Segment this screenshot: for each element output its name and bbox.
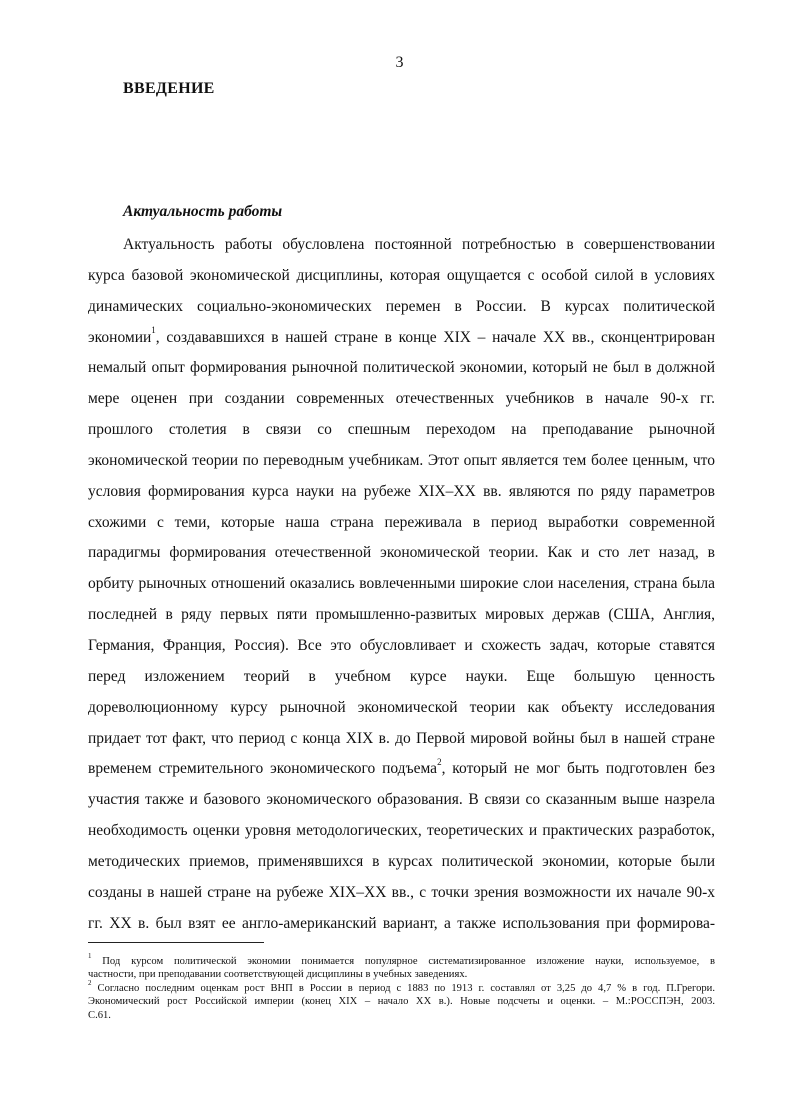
footnote-line: С.61. — [88, 1009, 111, 1021]
footnote — [88, 952, 715, 982]
footnote-line: частности, при преподавании соответствующей дисциплины в учебных заведениях. — [88, 969, 468, 981]
page-heading: ВВЕДЕНИЕ — [123, 80, 215, 97]
text-line: необходимость оценки уровня методологических, теоретических и практических разработок, — [88, 822, 715, 840]
footnote-divider — [88, 942, 264, 943]
footnote — [88, 979, 715, 1022]
text-line: Актуальность работы обусловлена постоянной потребностью в совершенствовании — [123, 236, 715, 253]
text-line: перед изложением теорий в учебном курсе науки. Еще большую ценность — [88, 667, 715, 685]
text-line-with-footnote — [88, 754, 715, 785]
text-line: прошлого столетия в связи со спешным переходом на преподавание рыночной — [88, 421, 715, 439]
text-line: экономической теории по переводным учебникам. Этот опыт является тем более ценным, что — [88, 451, 715, 469]
footnote-line — [88, 979, 715, 995]
text-line: созданы в нашей стране на рубеже XIX–XX вв., с точки зрения возможности их начале 90-х — [88, 883, 715, 901]
text-line: схожими с теми, которые наша страна переживала в период выработки современной — [88, 513, 715, 531]
footnote-line: Экономический рост Российской империи (конец XIX – начало XX в.). Новые подсчеты и оценки. – М.:РОССПЭН, 2003. — [88, 996, 715, 1008]
section-title: Актуальность работы — [123, 203, 283, 220]
text-line-with-footnote — [88, 323, 715, 354]
text-line: парадигмы формирования отечественной экономической теории. Как и сто лет назад, в — [88, 544, 715, 562]
footnote-text: Согласно последним оценкам рост ВНП в России в период с 1883 по 1913 г. составлял от 3,25 до 4,7 % в год. П.Грегори. — [91, 982, 715, 994]
text-line: дореволюционному курсу рыночной экономической теории как объекту исследования — [88, 698, 715, 716]
footnote-text: Под курсом политической экономии понимается популярное систематизированное изложение науки, используемое, в — [91, 956, 715, 967]
text-fragment: , который не мог быть подготовлен без — [441, 760, 715, 778]
body-paragraph — [88, 230, 715, 939]
text-line: гг. XX в. был взят ее англо-американский вариант, а также использования при формирова- — [88, 914, 715, 932]
text-fragment: временем стремительного экономического подъема — [88, 760, 438, 778]
text-line: придает тот факт, что период с конца XIX в. до Первой мировой войны был в нашей стране — [88, 729, 715, 747]
text-line: динамических социально-экономических перемен в России. В курсах политической — [88, 297, 715, 315]
text-line: немалый опыт формирования рыночной политической экономии, который не был в должной — [88, 359, 715, 377]
page-number: 3 — [395, 54, 404, 71]
footnote-mark: 1 — [88, 952, 92, 961]
footnote-mark: 2 — [88, 979, 92, 988]
text-line: последней в ряду первых пяти промышленно-развитых мировых держав (США, Англия, — [88, 606, 715, 624]
footnotes — [88, 952, 715, 1022]
footnote-ref: 1 — [151, 325, 156, 336]
text-fragment: , создававшихся в нашей стране в конце XIX – начале XX вв., сконцентрирован — [155, 328, 715, 346]
text-fragment: экономии — [88, 328, 152, 346]
footnote-line — [88, 952, 715, 968]
footnote-ref: 2 — [437, 757, 442, 768]
text-line: мере оценен при создании современных отечественных учебников в начале 90-х гг. — [88, 390, 715, 408]
text-line: условия формирования курса науки на рубеже XIX–XX вв. являются по ряду параметров — [88, 482, 715, 500]
text-line: орбиту рыночных отношений оказались вовлеченными широкие слои населения, страна была — [88, 575, 715, 593]
text-line: курса базовой экономической дисциплины, которая ощущается с особой силой в условиях — [88, 266, 715, 284]
text-line: методических приемов, применявшихся в курсах политической экономии, которые были — [88, 852, 715, 870]
text-line: Германия, Франция, Россия). Все это обусловливает и схожесть задач, которые ставятся — [88, 636, 715, 654]
text-line: участия также и базового экономического образования. В связи со сказанным выше назрела — [88, 791, 715, 809]
